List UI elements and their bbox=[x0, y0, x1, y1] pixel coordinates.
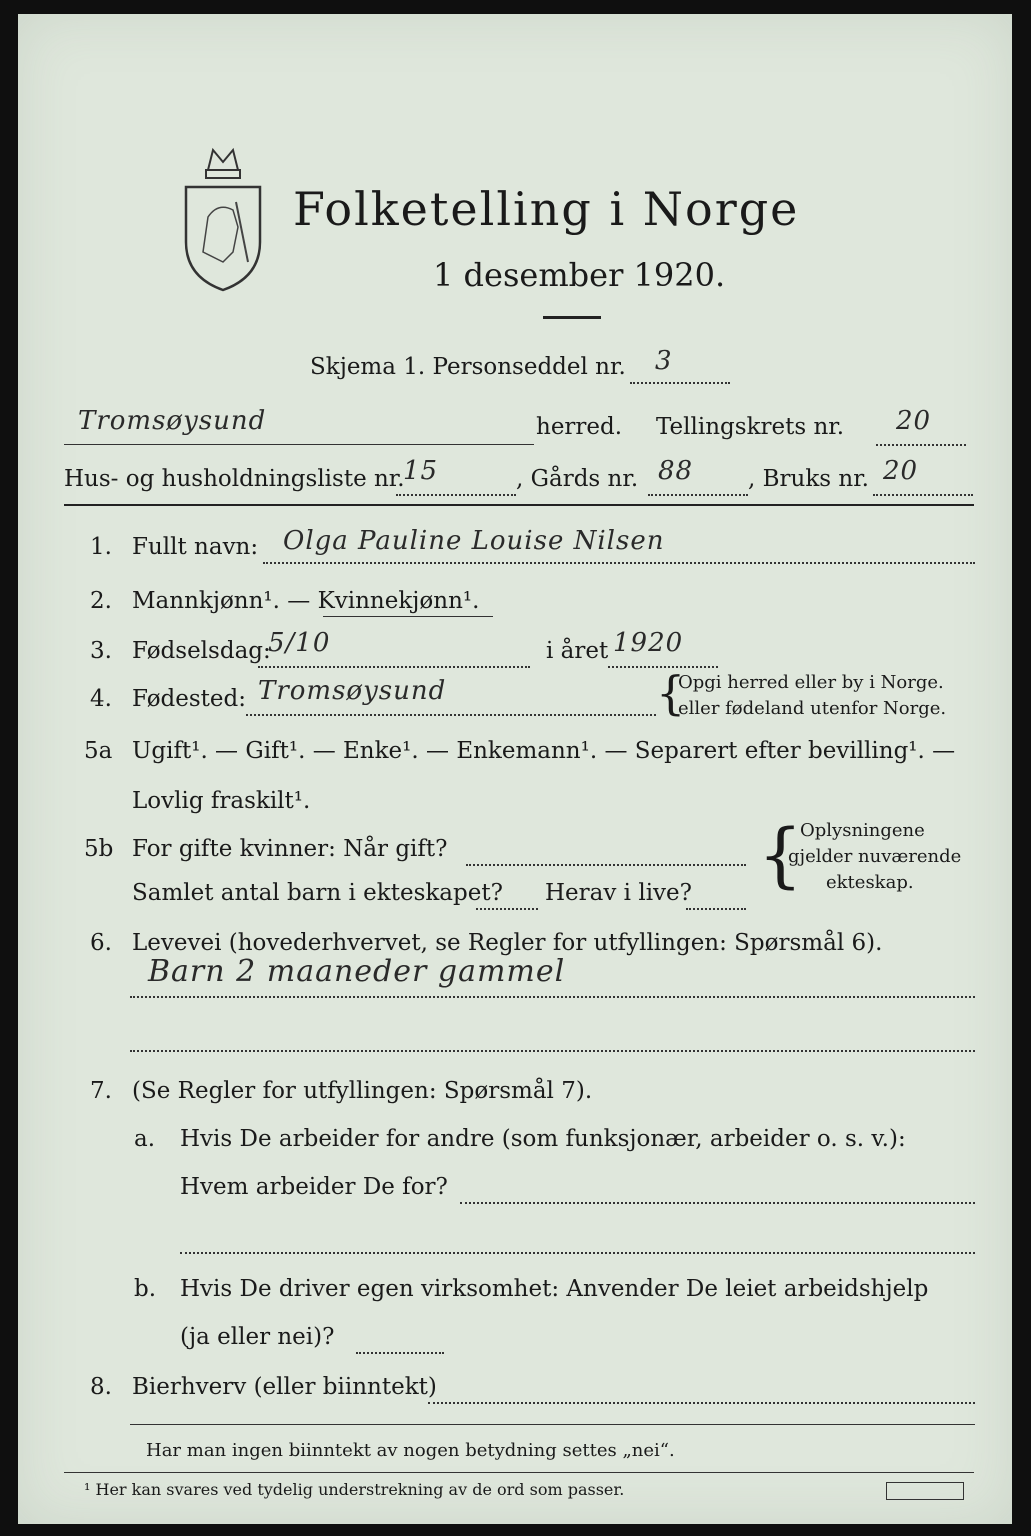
occupation-value: Barn 2 maaneder gammel bbox=[148, 954, 566, 989]
q7b-letter: b. bbox=[134, 1276, 157, 1302]
tellingskrets-value: 20 bbox=[896, 406, 932, 436]
brace: { bbox=[656, 666, 686, 720]
gards-line bbox=[648, 494, 748, 496]
printer-stamp bbox=[886, 1482, 964, 1500]
section-divider bbox=[64, 504, 974, 506]
q1-line bbox=[263, 562, 975, 564]
q7b-line2: (ja eller nei)? bbox=[180, 1324, 335, 1350]
herred-line bbox=[64, 444, 534, 445]
q2-label: Mannkjønn¹. — Kvinnekjønn¹. bbox=[132, 588, 480, 614]
gards-label: , Gårds nr. bbox=[516, 466, 639, 492]
q5b-line2 bbox=[476, 908, 538, 910]
q5b-number: 5b bbox=[84, 836, 114, 862]
brace: { bbox=[758, 814, 803, 896]
schema-label: Skjema 1. Personseddel nr. bbox=[310, 354, 626, 380]
q7a-answer-line bbox=[460, 1202, 975, 1204]
q8-label: Bierhverv (eller biinntekt) bbox=[132, 1374, 437, 1400]
schema-value: 3 bbox=[655, 346, 673, 376]
footnote-text: ¹ Her kan svares ved tydelig understrekning av de ord som passer. bbox=[84, 1480, 625, 1499]
bruks-value: 20 bbox=[883, 456, 919, 486]
schema-line bbox=[630, 382, 730, 384]
divider bbox=[543, 316, 601, 319]
q8-number: 8. bbox=[90, 1374, 112, 1400]
bruks-label: , Bruks nr. bbox=[748, 466, 869, 492]
q7b-line1: Hvis De driver egen virksomhet: Anvender De leiet arbeidshjelp bbox=[180, 1276, 929, 1302]
q3-line bbox=[258, 666, 530, 668]
q5b-line3 bbox=[686, 908, 746, 910]
tellingskrets-line bbox=[876, 444, 966, 446]
q7-number: 7. bbox=[90, 1078, 112, 1104]
q2-underline bbox=[323, 616, 493, 617]
q6-line2 bbox=[130, 1050, 975, 1052]
gards-value: 88 bbox=[658, 456, 694, 486]
q5a-number: 5a bbox=[84, 738, 113, 764]
tellingskrets-label: Tellingskrets nr. bbox=[656, 414, 845, 440]
q6-label: Levevei (hovederhvervet, se Regler for utfyllingen: Spørsmål 6). bbox=[132, 930, 883, 956]
census-form-page bbox=[18, 14, 1012, 1524]
household-value: 15 bbox=[403, 456, 439, 486]
q3-number: 3. bbox=[90, 638, 112, 664]
q7a-line1: Hvis De arbeider for andre (som funksjonær, arbeider o. s. v.): bbox=[180, 1126, 906, 1152]
birthplace-value: Tromsøysund bbox=[258, 676, 447, 706]
q7a-answer-line2 bbox=[180, 1252, 975, 1254]
q5b-label2: Samlet antal barn i ekteskapet? bbox=[132, 880, 503, 906]
q7-label: (Se Regler for utfyllingen: Spørsmål 7). bbox=[132, 1078, 593, 1104]
q4-note-2: eller fødeland utenfor Norge. bbox=[678, 698, 947, 719]
q5b-note-1: Oplysningene bbox=[800, 820, 925, 841]
household-label: Hus- og husholdningsliste nr. bbox=[64, 466, 405, 492]
q8-rule bbox=[130, 1424, 975, 1425]
q4-number: 4. bbox=[90, 686, 112, 712]
q4-label: Fødested: bbox=[132, 686, 247, 712]
q8-line bbox=[428, 1402, 975, 1404]
note-text: Har man ingen biinntekt av nogen betydning settes „nei“. bbox=[146, 1440, 675, 1461]
q5b-note-3: ekteskap. bbox=[826, 872, 914, 893]
q3-label: Fødselsdag: bbox=[132, 638, 271, 664]
household-line bbox=[396, 494, 516, 496]
q2-number: 2. bbox=[90, 588, 112, 614]
q4-note-1: Opgi herred eller by i Norge. bbox=[678, 672, 944, 693]
herred-label: herred. bbox=[536, 414, 623, 440]
q7a-line2: Hvem arbeider De for? bbox=[180, 1174, 448, 1200]
q1-number: 1. bbox=[90, 534, 112, 560]
q4-line bbox=[246, 714, 656, 716]
q5b-note-2: gjelder nuværende bbox=[788, 846, 962, 867]
q1-label: Fullt navn: bbox=[132, 534, 259, 560]
q6-number: 6. bbox=[90, 930, 112, 956]
q5b-line1 bbox=[466, 864, 746, 866]
q5b-label1: For gifte kvinner: Når gift? bbox=[132, 836, 448, 862]
q5b-label3: Herav i live? bbox=[545, 880, 692, 906]
q5a-line2: Lovlig fraskilt¹. bbox=[132, 788, 311, 814]
q7a-letter: a. bbox=[134, 1126, 156, 1152]
q7b-answer-line bbox=[356, 1352, 444, 1354]
census-date: 1 desember 1920. bbox=[433, 256, 726, 294]
bruks-line bbox=[873, 494, 973, 496]
full-name-value: Olga Pauline Louise Nilsen bbox=[283, 526, 665, 556]
birthday-value: 5/10 bbox=[268, 628, 331, 658]
herred-value: Tromsøysund bbox=[78, 406, 267, 436]
q6-line1 bbox=[130, 996, 975, 998]
year-label: i året bbox=[546, 638, 609, 664]
coat-of-arms-icon bbox=[178, 142, 268, 292]
footer-rule bbox=[64, 1472, 974, 1473]
page-title: Folketelling i Norge bbox=[293, 182, 800, 236]
q5a-line1: Ugift¹. — Gift¹. — Enke¹. — Enkemann¹. — Separert efter bevilling¹. — bbox=[132, 738, 956, 764]
birth-year-value: 1920 bbox=[613, 628, 684, 658]
